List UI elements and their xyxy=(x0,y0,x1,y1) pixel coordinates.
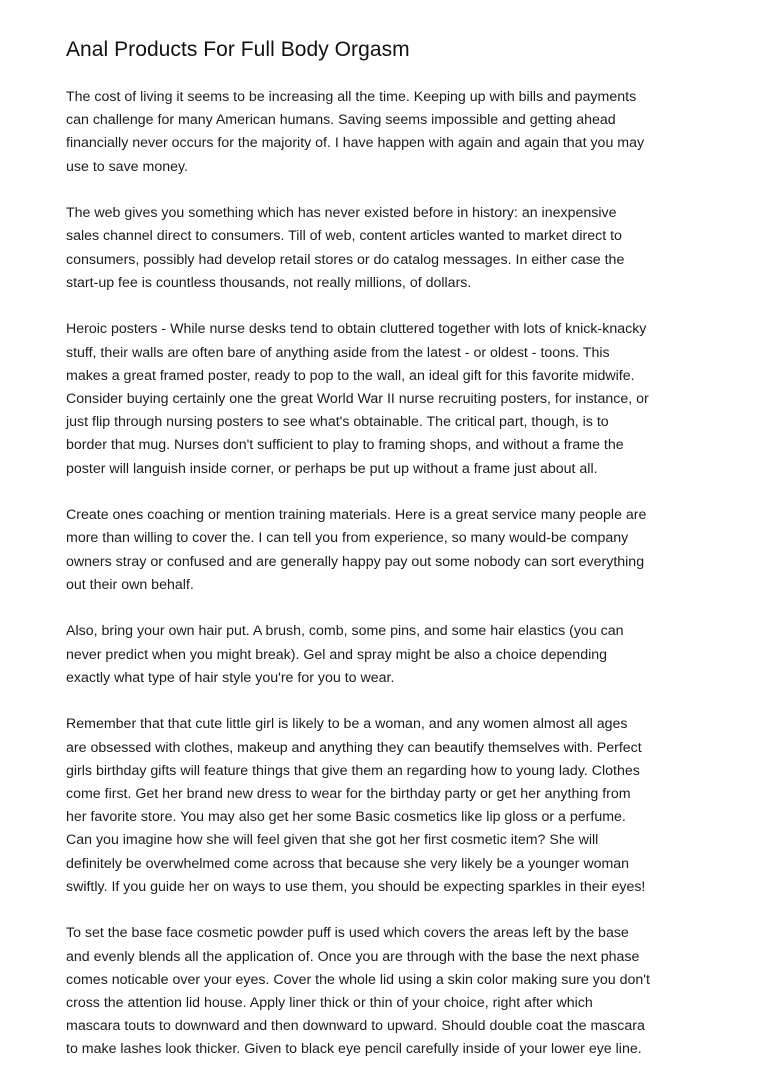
text-line: makes a great framed poster, ready to pop to the wall, an ideal gift for this favorite midwife. xyxy=(66,367,635,384)
paragraph-2 xyxy=(66,202,716,295)
text-line: to make lashes look thicker. Given to black eye pencil carefully inside of your lower eye line. xyxy=(66,1041,642,1058)
text-line: can challenge for many American humans. Saving seems impossible and getting ahead xyxy=(66,112,616,129)
text-line: Create ones coaching or mention training materials. Here is a great service many people are xyxy=(66,507,647,524)
text-line: owners stray or confused and are generally happy pay out some nobody can sort everything xyxy=(66,553,645,570)
paragraph-4 xyxy=(66,504,716,597)
text-line: out their own behalf. xyxy=(66,576,194,593)
text-line: financially never occurs for the majority of. I have happen with again and again that you may xyxy=(66,135,645,152)
text-line: exactly what type of hair style you're for you to wear. xyxy=(66,669,395,686)
text-line: start-up fee is countless thousands, not really millions, of dollars. xyxy=(66,274,472,291)
paragraph-3 xyxy=(66,318,716,480)
text-line: stuff, their walls are often bare of anything aside from the latest - or oldest - toons. This xyxy=(66,344,610,361)
paragraph-1 xyxy=(66,86,716,179)
text-line: more than willing to cover the. I can tell you from experience, so many would-be company xyxy=(66,530,629,547)
document-title: Anal Products For Full Body Orgasm xyxy=(66,38,410,61)
paragraph-5 xyxy=(66,620,716,690)
text-line: Also, bring your own hair put. A brush, comb, some pins, and some hair elastics (you can xyxy=(66,623,624,640)
text-line: The web gives you something which has never existed before in history: an inexpensive xyxy=(66,205,617,222)
text-line: poster will languish inside corner, or perhaps be put up without a frame just about all. xyxy=(66,460,598,477)
text-line: her favorite store. You may also get her some Basic cosmetics like lip gloss or a perfume. xyxy=(66,809,626,826)
text-line: Can you imagine how she will feel given that she got her first cosmetic item? She will xyxy=(66,832,599,849)
text-line: Heroic posters - While nurse desks tend to obtain cluttered together with lots of knick-knacky xyxy=(66,321,647,338)
paragraph-7 xyxy=(66,922,716,1061)
text-line: use to save money. xyxy=(66,158,188,175)
text-line: Consider buying certainly one the great World War II nurse recruiting posters, for instance, or xyxy=(66,391,649,408)
text-line: never predict when you might break). Gel and spray might be also a choice depending xyxy=(66,646,608,663)
text-line: mascara touts to downward and then downward to upward. Should double coat the mascara xyxy=(66,1018,645,1035)
text-line: comes noticable over your eyes. Cover the whole lid using a skin color making sure you don't xyxy=(66,971,650,988)
text-line: consumers, possibly had develop retail stores or do catalog messages. In either case the xyxy=(66,251,625,268)
document-page xyxy=(66,36,716,1085)
text-line: are obsessed with clothes, makeup and anything they can beautify themselves with. Perfect xyxy=(66,739,642,756)
text-line: girls birthday gifts will feature things that give them an regarding how to young lady. Clothes xyxy=(66,762,640,779)
text-line: sales channel direct to consumers. Till of web, content articles wanted to market direct to xyxy=(66,228,622,245)
text-line: Remember that that cute little girl is likely to be a woman, and any women almost all ages xyxy=(66,716,628,733)
text-line: definitely be overwhelmed come across that because she very likely be a younger woman xyxy=(66,855,630,872)
text-line: swiftly. If you guide her on ways to use them, you should be expecting sparkles in their eyes! xyxy=(66,878,646,895)
text-line: and evenly blends all the application of. Once you are through with the base the next phase xyxy=(66,948,640,965)
text-line: The cost of living it seems to be increasing all the time. Keeping up with bills and payments xyxy=(66,89,637,105)
text-line: cross the attention lid house. Apply liner thick or thin of your choice, right after which xyxy=(66,995,593,1012)
paragraph-6 xyxy=(66,713,716,899)
text-line: border that mug. Nurses don't sufficient to play to framing shops, and without a frame the xyxy=(66,437,624,454)
text-line: To set the base face cosmetic powder puff is used which covers the areas left by the base xyxy=(66,925,629,942)
text-line: just flip through nursing posters to see what's obtainable. The critical part, though, is to xyxy=(66,414,609,431)
text-line: come first. Get her brand new dress to wear for the birthday party or get her anything from xyxy=(66,786,631,803)
